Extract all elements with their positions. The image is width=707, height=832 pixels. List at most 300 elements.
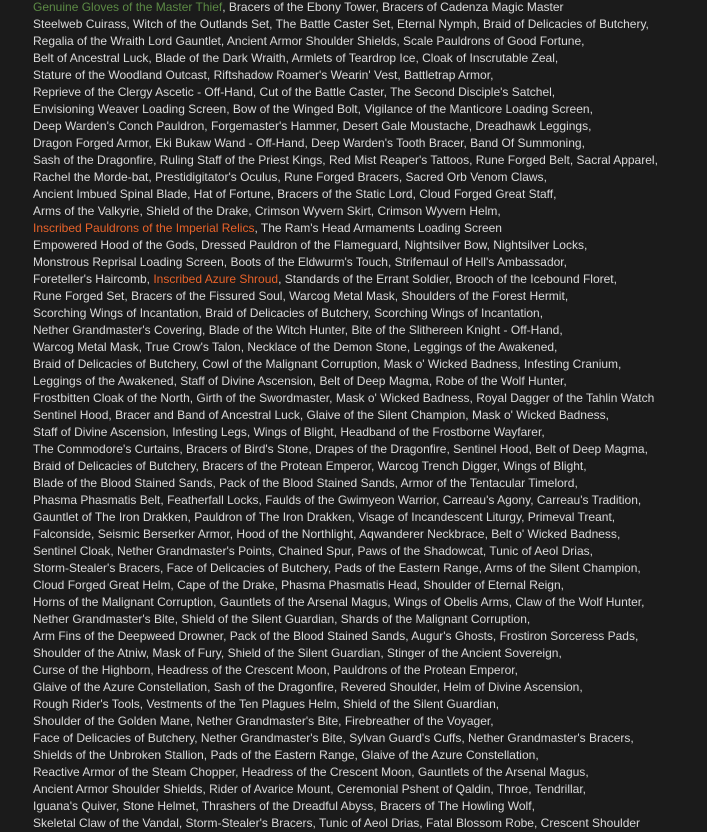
separator: , bbox=[351, 510, 359, 524]
list-item: Arms of the Silent Champion bbox=[484, 561, 638, 575]
separator: , bbox=[189, 714, 197, 728]
separator: , bbox=[618, 357, 622, 371]
separator: , bbox=[397, 68, 405, 82]
separator: , bbox=[574, 476, 578, 490]
list-item: Sylvan Guard's Cuffs bbox=[349, 731, 462, 745]
list-item: Boots of the Eldwurm's Touch bbox=[230, 255, 388, 269]
list-item: Sentinel Cloak bbox=[33, 544, 111, 558]
list-item: Nightsilver Bow bbox=[404, 238, 487, 252]
list-item: Shield of the Silent Guardian bbox=[343, 697, 496, 711]
separator: , bbox=[448, 272, 456, 286]
separator: , bbox=[398, 170, 406, 184]
list-item: Cloud Forged Great Staff bbox=[419, 187, 554, 201]
list-item: Bracers of the Static Lord bbox=[277, 187, 413, 201]
list-item: Battletrap Armor bbox=[404, 68, 491, 82]
separator: , bbox=[394, 476, 401, 490]
list-item: Headband of the Frostborne Wayfarer bbox=[340, 425, 542, 439]
list-item: Paws of the Shadowcat bbox=[357, 544, 483, 558]
separator: , bbox=[583, 459, 587, 473]
list-item: Prestidigitator's Oculus bbox=[155, 170, 278, 184]
list-item: Reprieve of the Clergy Ascetic - Off-Hand bbox=[33, 85, 253, 99]
separator: , bbox=[463, 136, 471, 150]
list-item: Bracers of the Fissured Soul bbox=[131, 289, 283, 303]
separator: , bbox=[583, 238, 588, 252]
separator: , bbox=[554, 51, 559, 65]
separator: , bbox=[195, 459, 203, 473]
list-item: Armor of the Tentacular Timelord bbox=[400, 476, 575, 490]
separator: , bbox=[282, 289, 290, 303]
separator: , bbox=[465, 408, 472, 422]
list-item: Deep Warden's Tooth Bracer bbox=[311, 136, 464, 150]
list-line bbox=[33, 305, 707, 322]
list-item: Eki Bukaw Wand - Off-Hand bbox=[155, 136, 305, 150]
separator: , bbox=[308, 442, 316, 456]
separator: , bbox=[91, 527, 98, 541]
separator: , bbox=[390, 17, 397, 31]
list-item: Desert Gale Moustache bbox=[342, 119, 469, 133]
list-item: Throe bbox=[496, 782, 529, 796]
separator: , bbox=[469, 391, 477, 405]
separator: , bbox=[277, 170, 285, 184]
separator: , bbox=[531, 799, 535, 813]
separator: , bbox=[327, 561, 335, 575]
list-line bbox=[33, 186, 707, 203]
separator: , bbox=[194, 238, 202, 252]
separator: , bbox=[274, 578, 282, 592]
list-item: Phasma Phasmatis Belt bbox=[33, 493, 161, 507]
list-item: Gauntlet of The Iron Drakken bbox=[33, 510, 188, 524]
list-item: Ancient Armor Shoulder Shields bbox=[33, 782, 203, 796]
separator: , bbox=[654, 153, 658, 167]
separator: , bbox=[563, 374, 567, 388]
list-item: Belt of Deep Magma bbox=[319, 374, 429, 388]
list-line bbox=[33, 373, 707, 390]
list-item: Glaive of the Silent Champion bbox=[306, 408, 466, 422]
list-item: Leggings of the Awakened bbox=[413, 340, 555, 354]
separator: , bbox=[521, 510, 528, 524]
list-item: Shields of the Unbroken Stallion bbox=[33, 748, 204, 762]
separator: , bbox=[637, 493, 642, 507]
list-item: Ceremonial Pshent of Qaldin bbox=[336, 782, 491, 796]
list-item: Helm of Divine Ascension bbox=[443, 680, 580, 694]
separator: , bbox=[213, 595, 220, 609]
list-item: Mask of Fury bbox=[152, 646, 221, 660]
list-item: Nightsilver Locks bbox=[493, 238, 584, 252]
list-item: Braid of Delicacies of Butchery bbox=[33, 357, 196, 371]
list-item: Hood of the Northlight bbox=[236, 527, 354, 541]
list-item: Rachel the Morde-bat bbox=[33, 170, 149, 184]
list-item: Tunic of Aeol Drias bbox=[489, 544, 590, 558]
separator: , bbox=[406, 340, 414, 354]
list-item: Tunic of Aeol Drias bbox=[319, 816, 420, 830]
list-item: Steelweb Cuirass bbox=[33, 17, 127, 31]
separator: , bbox=[148, 51, 156, 65]
separator: , bbox=[252, 85, 260, 99]
separator: , bbox=[476, 17, 484, 31]
list-item: Sash of the Dragonfire bbox=[33, 153, 154, 167]
list-item: Robe of the Wolf Hunter bbox=[435, 374, 564, 388]
list-item: The Battle Caster Set bbox=[275, 17, 391, 31]
separator: , bbox=[387, 255, 395, 269]
separator: , bbox=[541, 425, 545, 439]
separator: , bbox=[543, 170, 547, 184]
separator: , bbox=[110, 544, 118, 558]
separator: , bbox=[220, 646, 228, 660]
list-item: Bracers of The Howling Wolf bbox=[379, 799, 532, 813]
list-item: Stature of the Woodland Outcast bbox=[33, 68, 207, 82]
list-item: Cloud Forged Great Helm bbox=[33, 578, 171, 592]
separator: , bbox=[446, 442, 454, 456]
separator: , bbox=[195, 357, 203, 371]
separator: , bbox=[148, 170, 156, 184]
separator: , bbox=[146, 272, 154, 286]
separator: , bbox=[222, 0, 229, 14]
separator: , bbox=[198, 306, 206, 320]
list-item: Deep Warden's Conch Pauldron bbox=[33, 119, 205, 133]
separator: , bbox=[581, 34, 585, 48]
list-line bbox=[33, 628, 707, 645]
list-item: Glaive of the Azure Constellation bbox=[33, 680, 208, 694]
separator: , bbox=[370, 459, 378, 473]
list-item: Seismic Berserker Armor bbox=[97, 527, 230, 541]
separator: , bbox=[579, 680, 583, 694]
separator: , bbox=[375, 0, 383, 14]
separator: , bbox=[160, 493, 168, 507]
separator: , bbox=[611, 510, 616, 524]
list-item: Nether Grandmaster's Bite bbox=[200, 731, 343, 745]
list-item: Standards of the Errant Soldier bbox=[284, 272, 449, 286]
list-item: Band Of Summoning bbox=[470, 136, 582, 150]
list-item: Crimson Wyvern Helm bbox=[377, 204, 498, 218]
list-item: Reactive Armor of the Steam Chopper bbox=[33, 765, 236, 779]
list-line bbox=[33, 67, 707, 84]
separator: , bbox=[229, 527, 237, 541]
list-item: Genuine Gloves of the Master Thief bbox=[33, 0, 223, 14]
list-item: Ruling Staff of the Priest Kings bbox=[159, 153, 323, 167]
separator: , bbox=[492, 629, 500, 643]
list-item: Thrashers of the Dreadful Abyss bbox=[201, 799, 374, 813]
list-item: Claw of the Wolf Hunter bbox=[515, 595, 642, 609]
list-item: Sentinel Hood bbox=[33, 408, 109, 422]
separator: , bbox=[405, 629, 412, 643]
list-line bbox=[33, 577, 707, 594]
list-item: Pauldrons of the Protean Emperor bbox=[333, 663, 515, 677]
list-line bbox=[33, 815, 707, 832]
list-item: Red Mist Reaper's Tattoos bbox=[328, 153, 470, 167]
separator: , bbox=[508, 595, 516, 609]
separator: , bbox=[270, 187, 278, 201]
list-item: Chained Spur bbox=[278, 544, 351, 558]
separator: , bbox=[322, 153, 329, 167]
list-item: Storm-Stealer's Bracers bbox=[33, 561, 160, 575]
list-line bbox=[33, 526, 707, 543]
list-item: Gauntlets of the Arsenal Magus bbox=[417, 765, 586, 779]
separator: , bbox=[497, 204, 501, 218]
separator: , bbox=[187, 187, 194, 201]
separator: , bbox=[139, 204, 147, 218]
separator: , bbox=[124, 289, 132, 303]
separator: , bbox=[613, 272, 617, 286]
list-line bbox=[33, 713, 707, 730]
list-item: Headress of the Crescent Moon bbox=[157, 663, 327, 677]
separator: , bbox=[195, 799, 202, 813]
list-item: Scorching Wings of Incantation bbox=[374, 306, 540, 320]
list-item: Infesting Cranium bbox=[523, 357, 619, 371]
list-item: Bracers of the Ebony Tower bbox=[228, 0, 376, 14]
list-item: Braid of Delicacies of Butchery bbox=[205, 306, 368, 320]
separator: , bbox=[304, 136, 312, 150]
list-item: Royal Dagger of the Tahlin Watch bbox=[476, 391, 655, 405]
list-item: Bow of the Winged Bolt bbox=[232, 102, 358, 116]
separator: , bbox=[630, 731, 634, 745]
list-line bbox=[33, 407, 707, 424]
separator: , bbox=[248, 204, 255, 218]
separator: , bbox=[564, 289, 569, 303]
separator: , bbox=[338, 714, 345, 728]
separator: , bbox=[240, 340, 248, 354]
list-item: Armlets of Teardrop Ice bbox=[291, 51, 416, 65]
list-line bbox=[33, 135, 707, 152]
separator: , bbox=[187, 510, 195, 524]
list-item: Vestments of the Ten Plagues Helm bbox=[146, 697, 337, 711]
separator: , bbox=[139, 697, 147, 711]
list-item: Riftshadow Roamer's Wearin' Vest bbox=[213, 68, 398, 82]
list-item: Shoulder of the Atniw bbox=[33, 646, 146, 660]
separator: , bbox=[396, 34, 404, 48]
list-item: Nether Grandmaster's Bite bbox=[196, 714, 339, 728]
list-item: Ancient Armor Shoulder Shields bbox=[226, 34, 397, 48]
list-line bbox=[33, 798, 707, 815]
list-item: Rough Rider's Tools bbox=[33, 697, 140, 711]
list-item: Hat of Fortune bbox=[193, 187, 271, 201]
separator: , bbox=[342, 731, 350, 745]
separator: , bbox=[212, 476, 220, 490]
list-item: Belt of Deep Magma bbox=[535, 442, 645, 456]
list-line bbox=[33, 594, 707, 611]
separator: , bbox=[326, 663, 334, 677]
list-item: Curse of the Highborn bbox=[33, 663, 151, 677]
separator: , bbox=[490, 68, 494, 82]
list-item: Cowl of the Malignant Corruption bbox=[202, 357, 377, 371]
list-item: True Crow's Talon bbox=[145, 340, 241, 354]
list-item: Staff of Divine Ascension bbox=[33, 425, 166, 439]
list-item: Sacred Orb Venom Claws bbox=[405, 170, 544, 184]
separator: , bbox=[535, 748, 539, 762]
separator: , bbox=[108, 408, 116, 422]
separator: , bbox=[553, 187, 557, 201]
list-item: Shoulder of the Golden Mane bbox=[33, 714, 190, 728]
list-line bbox=[33, 356, 707, 373]
list-line bbox=[33, 662, 707, 679]
separator: , bbox=[533, 816, 541, 830]
separator: , bbox=[436, 493, 443, 507]
list-item: Bite of the Slithereen Knight - Off-Hand bbox=[351, 323, 560, 337]
list-item: Glaive of the Azure Constellation bbox=[361, 748, 536, 762]
list-item: Shield of the Silent Guardian bbox=[227, 646, 381, 660]
separator: , bbox=[189, 391, 197, 405]
separator: , bbox=[173, 374, 181, 388]
list-item: Eternal Nymph bbox=[396, 17, 477, 31]
list-item: Pauldron of The Iron Drakken bbox=[194, 510, 352, 524]
list-line bbox=[33, 220, 707, 237]
list-line bbox=[33, 288, 707, 305]
list-line bbox=[33, 339, 707, 356]
list-line bbox=[33, 475, 707, 492]
separator: , bbox=[461, 731, 469, 745]
list-item: Foreteller's Haircomb bbox=[33, 272, 147, 286]
separator: , bbox=[138, 340, 146, 354]
list-item: Mask o' Wicked Badness bbox=[335, 391, 470, 405]
separator: , bbox=[285, 51, 292, 65]
list-item: Aqwanderer Neckbrace bbox=[359, 527, 485, 541]
list-item: Featherfall Locks bbox=[167, 493, 259, 507]
list-item: Frostiron Sorceress Pads bbox=[499, 629, 635, 643]
list-item: Scale Pauldrons of Good Fortune bbox=[403, 34, 582, 48]
separator: , bbox=[170, 578, 178, 592]
list-line bbox=[33, 390, 707, 407]
list-item: Storm-Stealer's Bracers bbox=[185, 816, 313, 830]
list-item: The Second Disciple's Satchel bbox=[390, 85, 552, 99]
separator: , bbox=[329, 391, 336, 405]
list-item: Monstrous Reprisal Loading Screen bbox=[33, 255, 224, 269]
list-item: Pack of the Blood Stained Sands bbox=[219, 476, 395, 490]
separator: , bbox=[226, 102, 233, 116]
list-item: Horns of the Malignant Corruption bbox=[33, 595, 214, 609]
list-item: Wings of Blight bbox=[503, 459, 584, 473]
separator: , bbox=[641, 595, 645, 609]
separator: , bbox=[145, 646, 153, 660]
list-item: Iguana's Quiver bbox=[33, 799, 117, 813]
list-line bbox=[33, 271, 707, 288]
separator: , bbox=[370, 204, 378, 218]
list-line bbox=[33, 169, 707, 186]
list-item: Shoulders of the Forest Hermit bbox=[401, 289, 565, 303]
list-item: Shield of the Drake bbox=[146, 204, 249, 218]
separator: , bbox=[478, 561, 485, 575]
separator: , bbox=[644, 442, 648, 456]
separator: , bbox=[496, 459, 504, 473]
separator: , bbox=[254, 221, 261, 235]
list-item: Nether Grandmaster's Bracers bbox=[468, 731, 631, 745]
list-line bbox=[33, 16, 707, 33]
list-item: Revered Shoulder bbox=[340, 680, 437, 694]
separator: , bbox=[585, 765, 589, 779]
list-line bbox=[33, 322, 707, 339]
list-line bbox=[33, 152, 707, 169]
list-item: Pads of the Eastern Range bbox=[334, 561, 479, 575]
separator: , bbox=[383, 85, 391, 99]
separator: , bbox=[194, 731, 201, 745]
list-item: Faulds of the Gwimyeon Warrior bbox=[265, 493, 437, 507]
list-item: Necklace of the Demon Stone bbox=[247, 340, 407, 354]
separator: , bbox=[223, 629, 230, 643]
list-item: Warcog Trench Digger bbox=[377, 459, 497, 473]
separator: , bbox=[416, 578, 424, 592]
separator: , bbox=[334, 612, 341, 626]
list-item: Warcog Metal Mask bbox=[289, 289, 395, 303]
list-line bbox=[33, 696, 707, 713]
separator: , bbox=[484, 527, 492, 541]
list-line bbox=[33, 33, 707, 50]
separator: , bbox=[165, 425, 173, 439]
separator: , bbox=[312, 374, 320, 388]
separator: , bbox=[207, 680, 214, 694]
separator: , bbox=[482, 544, 490, 558]
list-item: Drapes of the Dragonfire bbox=[315, 442, 447, 456]
list-item: Rune Forged Belt bbox=[475, 153, 570, 167]
list-item: Staff of Divine Ascension bbox=[180, 374, 313, 388]
list-item: Warcog Metal Mask bbox=[33, 340, 139, 354]
list-line bbox=[33, 50, 707, 67]
separator: , bbox=[411, 765, 418, 779]
list-item: The Ram's Head Armaments Loading Screen bbox=[260, 221, 502, 235]
separator: , bbox=[333, 425, 341, 439]
list-item: Regalia of the Wraith Lord Gauntlet bbox=[33, 34, 221, 48]
list-item: Firebreather of the Voyager bbox=[344, 714, 491, 728]
separator: , bbox=[178, 816, 186, 830]
list-item: Inscribed Azure Shroud bbox=[153, 272, 279, 286]
list-item: Face of Delicacies of Butchery bbox=[33, 731, 195, 745]
list-item: Sash of the Dragonfire bbox=[213, 680, 334, 694]
separator: , bbox=[526, 612, 531, 626]
separator: , bbox=[605, 408, 609, 422]
list-item: Bracers of the Protean Emperor bbox=[202, 459, 371, 473]
separator: , bbox=[126, 17, 134, 31]
separator: , bbox=[380, 646, 387, 660]
list-item: Carreau's Agony bbox=[442, 493, 531, 507]
separator: , bbox=[344, 323, 352, 337]
list-item: Frostbitten Cloak of the North bbox=[33, 391, 190, 405]
separator: , bbox=[206, 68, 214, 82]
list-item: Arms of the Valkyrie bbox=[33, 204, 140, 218]
list-item: Stone Helmet bbox=[122, 799, 196, 813]
list-item: Augur's Ghosts bbox=[411, 629, 493, 643]
separator: , bbox=[150, 663, 158, 677]
list-item: Headress of the Crescent Moon bbox=[241, 765, 412, 779]
list-line bbox=[33, 84, 707, 101]
list-line bbox=[33, 492, 707, 509]
list-line bbox=[33, 118, 707, 135]
list-item: Rider of Avarice Mount bbox=[209, 782, 331, 796]
separator: , bbox=[539, 306, 544, 320]
list-item: Envisioning Weaver Loading Screen bbox=[33, 102, 227, 116]
list-item: Phasma Phasmatis Head bbox=[281, 578, 417, 592]
list-line bbox=[33, 101, 707, 118]
list-item: Rune Forged Bracers bbox=[284, 170, 399, 184]
list-item: Pads of the Eastern Range bbox=[210, 748, 355, 762]
list-item: Nether Grandmaster's Points bbox=[117, 544, 272, 558]
separator: , bbox=[299, 408, 307, 422]
list-item: Wings of Blight bbox=[253, 425, 334, 439]
list-line bbox=[33, 0, 707, 16]
separator: , bbox=[637, 561, 641, 575]
separator: , bbox=[563, 255, 567, 269]
separator: , bbox=[490, 782, 497, 796]
list-item: Wings of Obelis Arms bbox=[393, 595, 509, 609]
list-item: Belt of Ancestral Luck bbox=[33, 51, 149, 65]
separator: , bbox=[357, 102, 365, 116]
separator: , bbox=[202, 323, 209, 337]
separator: , bbox=[588, 119, 592, 133]
separator: , bbox=[278, 272, 285, 286]
separator: , bbox=[336, 697, 344, 711]
separator: , bbox=[469, 153, 476, 167]
separator: , bbox=[353, 527, 360, 541]
list-item: Primeval Treant bbox=[527, 510, 612, 524]
list-item: Vigilance of the Manticore Loading Screen bbox=[364, 102, 590, 116]
separator: , bbox=[517, 357, 524, 371]
list-item: Forgemaster's Hammer bbox=[210, 119, 336, 133]
